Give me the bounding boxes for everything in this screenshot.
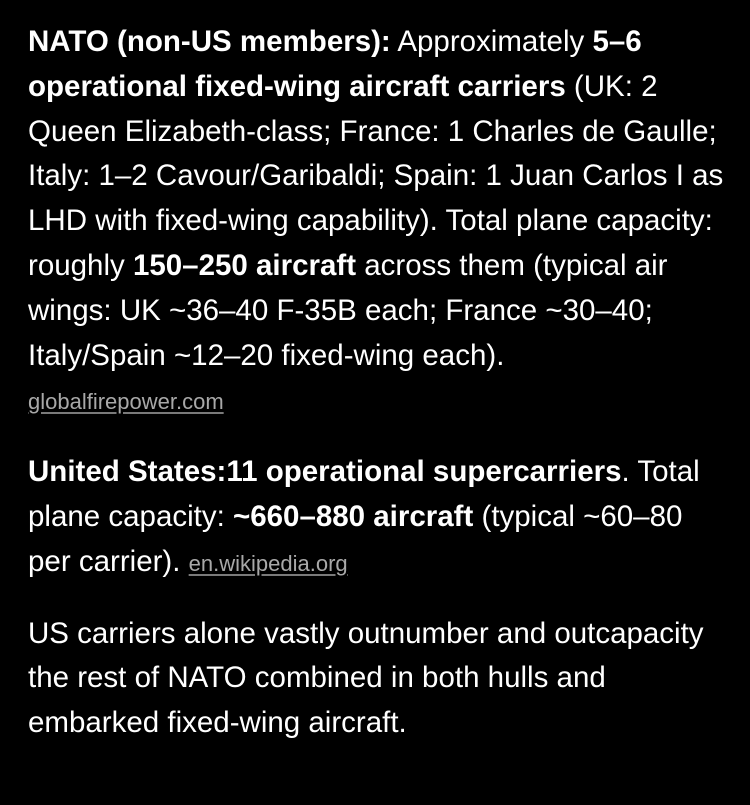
- nato-label: NATO (non-US members):: [28, 25, 391, 58]
- nato-text-3: across them (typical air wings: UK ~36–40 F-35B each; France ~30–40; Italy/Spain ~12–20 fixed-wing each).: [28, 248, 668, 372]
- nato-aircraft-capacity: 150–250 aircraft: [132, 248, 357, 282]
- message-content: [28, 20, 728, 746]
- summary-paragraph: US carriers alone vastly outnumber and outcapacity the rest of NATO combined in both hulls and embarked fixed-wing aircraft.: [28, 616, 704, 740]
- nato-carrier-count: 5–6 operational fixed-wing aircraft carriers: [28, 25, 642, 103]
- nato-source-link[interactable]: globalfirepower.com: [28, 389, 224, 415]
- us-text-2: (typical ~60–80 per carrier).: [28, 499, 683, 578]
- nato-text-2: (UK: 2 Queen Elizabeth-class; France: 1 Charles de Gaulle; Italy: 1–2 Cavour/Garibaldi; Spain: 1 Juan Carlos I as LHD with fixed-wing capability). Total plane capacity: roughly: [28, 69, 724, 282]
- us-label: United States:: [28, 455, 227, 489]
- us-source-link[interactable]: en.wikipedia.org: [188, 550, 348, 576]
- us-aircraft-capacity: ~660–880 aircraft: [233, 499, 474, 533]
- nato-paragraph: [28, 20, 728, 425]
- us-paragraph: [28, 450, 728, 586]
- nato-text-1: Approximately: [390, 25, 593, 58]
- us-text-1: . Total plane capacity:: [28, 455, 700, 533]
- us-carrier-count: 11 operational supercarriers: [226, 455, 622, 489]
